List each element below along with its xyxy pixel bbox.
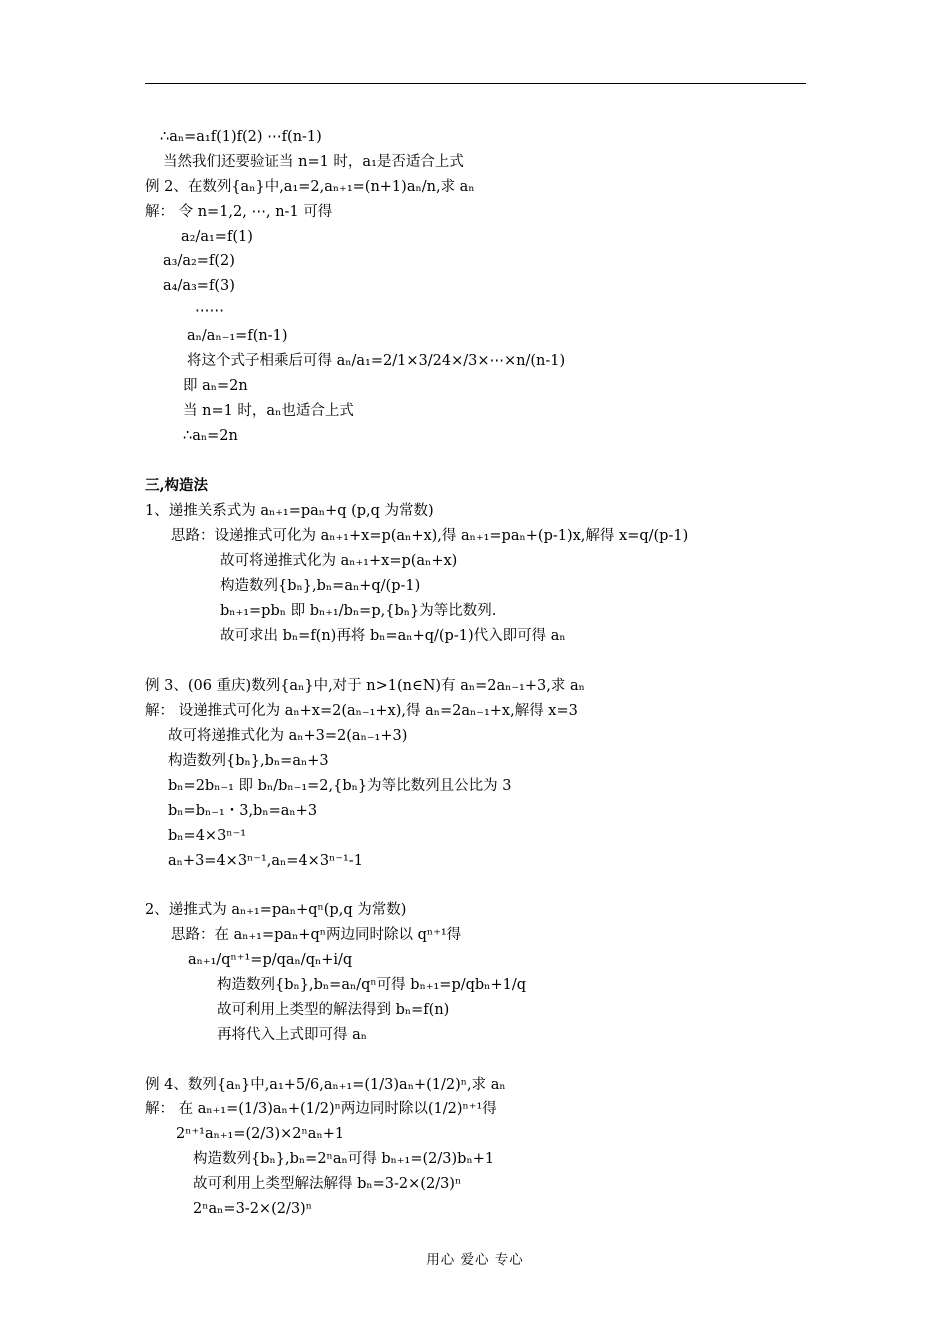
text-line: 故可利用上类型解法解得 bₙ=3-2×(2/3)ⁿ	[193, 1176, 462, 1192]
text-line: 故可利用上类型的解法得到 bₙ=f(n)	[217, 1002, 450, 1018]
text-line: 2ⁿ⁺¹aₙ₊₁=(2/3)×2ⁿaₙ+1	[176, 1126, 345, 1142]
text-line: aₙ/aₙ₋₁=f(n-1)	[187, 328, 288, 344]
text-line: 将这个式子相乘后可得 aₙ/a₁=2/1×3/24×/3×⋯×n/(n-1)	[187, 353, 566, 369]
text-line: 例 2、在数列{aₙ}中,a₁=2,aₙ₊₁=(n+1)aₙ/n,求 aₙ	[145, 179, 475, 195]
text-line: 解： 在 aₙ₊₁=(1/3)aₙ+(1/2)ⁿ两边同时除以(1/2)ⁿ⁺¹得	[145, 1101, 497, 1117]
text-line: 例 3、(06 重庆)数列{aₙ}中,对于 n>1(n∈N)有 aₙ=2aₙ₋₁+3,求 aₙ	[145, 678, 585, 694]
text-line: 2ⁿaₙ=3-2×(2/3)ⁿ	[193, 1201, 312, 1217]
text-line: 解： 令 n=1,2, ⋯, n-1 可得	[145, 204, 333, 220]
text-line: 思路：设递推式可化为 aₙ₊₁+x=p(aₙ+x),得 aₙ₊₁=paₙ+(p-1)x,解得 x=q/(p-1)	[171, 528, 689, 544]
text-line: 解： 设递推式可化为 aₙ+x=2(aₙ₋₁+x),得 aₙ=2aₙ₋₁+x,解得 x=3	[145, 703, 578, 719]
text-line: ∴aₙ=2n	[183, 428, 238, 444]
text-line: 例 4、数列{aₙ}中,a₁+5/6,aₙ₊₁=(1/3)aₙ+(1/2)ⁿ,求 aₙ	[145, 1077, 506, 1093]
text-line: 故可求出 bₙ=f(n)再将 bₙ=aₙ+q/(p-1)代入即可得 aₙ	[220, 628, 566, 644]
header-rule	[145, 83, 806, 84]
text-line: 2、递推式为 aₙ₊₁=paₙ+qⁿ(p,q 为常数)	[145, 902, 407, 918]
text-line: 故可将递推式化为 aₙ₊₁+x=p(aₙ+x)	[220, 553, 458, 569]
text-line: 即 aₙ=2n	[183, 378, 248, 394]
text-line: 构造数列{bₙ},bₙ=aₙ/qⁿ可得 bₙ₊₁=p/qbₙ+1/q	[217, 977, 527, 993]
text-line: 故可将递推式化为 aₙ+3=2(aₙ₋₁+3)	[168, 728, 408, 744]
text-line: bₙ=4×3ⁿ⁻¹	[168, 828, 247, 844]
text-line: bₙ₊₁=pbₙ 即 bₙ₊₁/bₙ=p,{bₙ}为等比数列.	[220, 603, 497, 619]
text-line: a₄/a₃=f(3)	[163, 278, 235, 294]
text-line: 构造数列{bₙ},bₙ=2ⁿaₙ可得 bₙ₊₁=(2/3)bₙ+1	[193, 1151, 495, 1167]
text-line: aₙ+3=4×3ⁿ⁻¹,aₙ=4×3ⁿ⁻¹-1	[168, 853, 363, 869]
text-line: bₙ=bₙ₋₁・3,bₙ=aₙ+3	[168, 803, 318, 819]
text-line: 1、递推关系式为 aₙ₊₁=paₙ+q (p,q 为常数)	[145, 503, 434, 519]
section-heading: 三,构造法	[145, 477, 209, 494]
page-footer: 用心 爱心 专心	[426, 1252, 524, 1268]
text-line: 再将代入上式即可得 aₙ	[217, 1027, 368, 1043]
text-line: 构造数列{bₙ},bₙ=aₙ+3	[168, 753, 329, 769]
text-line: a₂/a₁=f(1)	[181, 229, 253, 245]
text-line: 当 n=1 时，aₙ也适合上式	[183, 403, 354, 419]
text-line: bₙ=2bₙ₋₁ 即 bₙ/bₙ₋₁=2,{bₙ}为等比数列且公比为 3	[168, 778, 512, 794]
text-line: aₙ₊₁/qⁿ⁺¹=p/qaₙ/qₙ+i/q	[188, 952, 353, 968]
text-line: ∴aₙ=a₁f(1)f(2) ⋯f(n-1)	[160, 129, 322, 145]
text-line: 当然我们还要验证当 n=1 时，a₁是否适合上式	[163, 154, 464, 170]
text-line: 思路：在 aₙ₊₁=paₙ+qⁿ两边同时除以 qⁿ⁺¹得	[171, 927, 462, 943]
text-line: 构造数列{bₙ},bₙ=aₙ+q/(p-1)	[220, 578, 421, 594]
text-line: a₃/a₂=f(2)	[163, 253, 235, 269]
text-line: ⋯⋯	[195, 303, 224, 319]
